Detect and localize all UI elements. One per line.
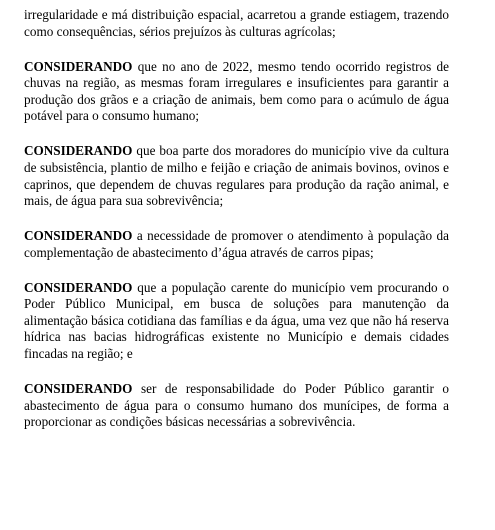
- paragraph-keyword: CONSIDERANDO: [24, 58, 133, 74]
- paragraph-text: ser de responsabilidade do Poder Público garantir o abastecimento de água para o consumo humano dos munícipes, de forma a proporcionar as condições básicas necessárias a sobrevivência.: [24, 381, 449, 430]
- paragraph-keyword: CONSIDERANDO: [24, 381, 133, 397]
- paragraph-text: que a população carente do município vem procurando o Poder Público Municipal, em busca de soluções para manutenção da alimentação básica cotidiana das famílias e da água, uma vez que não há reserva hídrica nas bacias hidrográficas existente no Município e demais cidades fincadas na região; e: [24, 279, 449, 362]
- paragraph-text: a necessidade de promover o atendimento à população da complementação de abastecimento d’água através de carros pipas;: [24, 228, 449, 260]
- paragraph-considerando-rain-2022: [24, 59, 449, 125]
- paragraph-keyword: CONSIDERANDO: [24, 143, 133, 159]
- paragraph-considerando-population: [24, 280, 449, 363]
- paragraph-considerando-responsibility: [24, 381, 449, 431]
- paragraph-keyword: CONSIDERANDO: [24, 228, 133, 244]
- paragraph-considerando-water-trucks: [24, 228, 449, 261]
- paragraph-considerando-subsistence: [24, 143, 449, 209]
- paragraph-text: que boa parte dos moradores do município vive da cultura de subsistência, plantio de milho e feijão e criação de animais bovinos, ovinos e caprinos, que dependem de chuvas regulares para produção da ração animal, e mais, de água para sua sobrevivência;: [24, 143, 449, 209]
- paragraph-text: irregularidade e má distribuição espacial, acarretou a grande estiagem, trazendo como consequências, sérios prejuízos às culturas agrícolas;: [24, 7, 449, 39]
- paragraph-text: que no ano de 2022, mesmo tendo ocorrido registros de chuvas na região, as mesmas foram irregulares e insuficientes para garantir a produção dos grãos e a criação de animais, bem como para o acúmulo de água potável para o consumo humano;: [24, 58, 449, 124]
- paragraph-continuation: [24, 7, 449, 40]
- paragraph-keyword: CONSIDERANDO: [24, 279, 133, 295]
- document-body: [24, 7, 449, 449]
